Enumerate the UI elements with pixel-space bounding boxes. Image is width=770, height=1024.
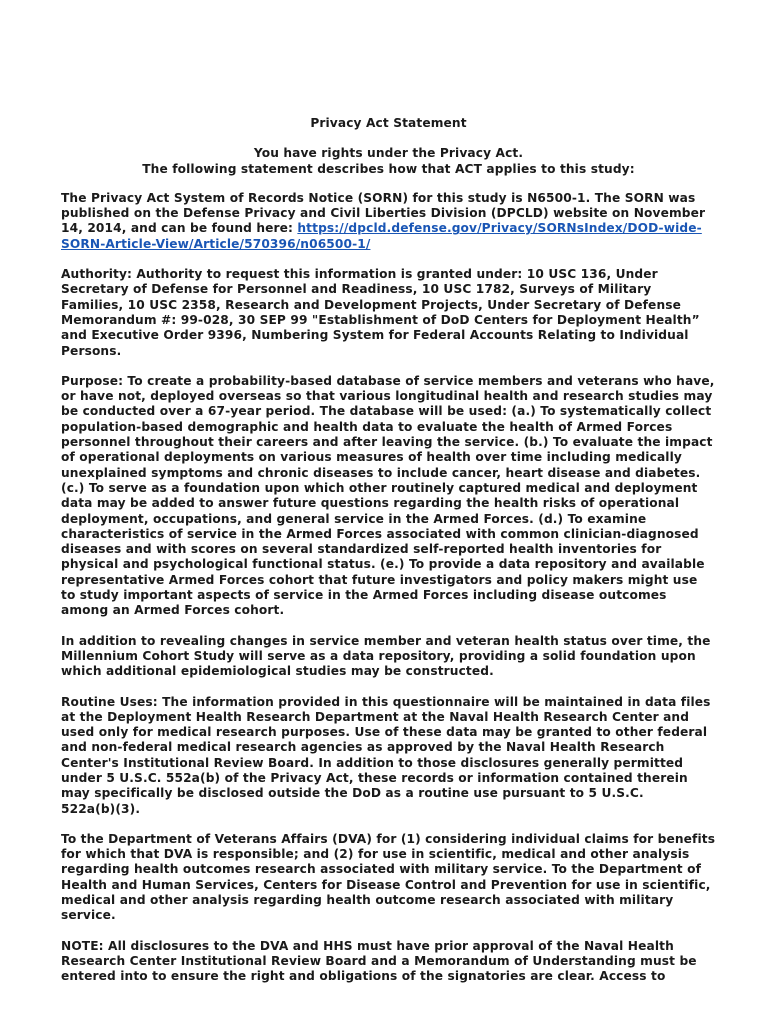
document-page bbox=[61, 116, 716, 1000]
addition-paragraph: In addition to revealing changes in service member and veteran health status over time, the Millennium Cohort Study will serve as a data repository, providing a solid foundation upon which additional epidemiological studies may be constructed. bbox=[61, 633, 711, 679]
routine-uses-text: Routine Uses: The information provided in this questionnaire will be maintained in data files at the Deployment Health Research Department at the Naval Health Research Center and used only for medical research purposes. Use of these data may be granted to other federal and non-federal medical research agencies as approved by the Naval Health Research Center's Institutional Review Board. In addition to those disclosures generally permitted under 5 U.S.C. 552a(b) of the Privacy Act, these records or information contained therein may specifically be disclosed outside the DoD as a routine use pursuant to 5 U.S.C. bbox=[61, 694, 711, 801]
dva-paragraph: To the Department of Veterans Affairs (DVA) for (1) considering individual claims for benefits for which that DVA is responsible; and (2) for use in scientific, medical and other analysis regarding health outcomes research associated with military service. To the Department of Health and Human Services, Centers for Disease Control and Prevention for use in scientific, medical and other analysis regarding health outcome research associated with military service. bbox=[61, 831, 716, 923]
purpose-paragraph: Purpose: To create a probability-based database of service members and veterans who have, or have not, deployed overseas so that various longitudinal health and research studies may be conducted over a 67-year period. The database will be used: (a.) To systematically collect population-based demographic and health data to evaluate the health of Armed Forces personnel throughout their careers and after leaving the service. (b.) To evaluate the impact of operational deployments on various measures of health over time including medically unexplained symptoms and chronic diseases to include cancer, heart disease and diabetes. (c.) To serve as a foundation upon which other routinely captured medical and deployment data may be added to answer future questions regarding the health risks of operational deployment, occupations, and general service in the Armed Forces. (d.) To examine characteristics of service in the Armed Forces associated with common clinician-diagnosed diseases and with scores on several standardized self-reported health inventories for physical and psychological functional status. (e.) To provide a data repository and available representative Armed Forces cohort that future investigators and policy makers might use to study important aspects of service in the Armed Forces including disease outcomes among an Armed Forces cohort. bbox=[61, 373, 715, 618]
routine-uses-paragraph bbox=[61, 695, 716, 817]
authority-paragraph: Authority: Authority to request this information is granted under: 10 USC 136, Under Secretary of Defense for Personnel and Readiness, 10 USC 1782, Surveys of Military Families, 10 USC 2358, Research and Development Projects, Under Secretary of Defense Memorandum #: 99-028, 30 SEP 99 "Establishment of DoD Centers for Deployment Health” and Executive Order 9396, Numbering System for Federal Accounts Relating to Individual Persons. bbox=[61, 267, 700, 358]
sorn-paragraph bbox=[61, 191, 716, 252]
sorn-link[interactable]: https://dpcld.defense.gov/Privacy/SORNsIndex/DOD-wide-SORN-Article-View/Article/570396/n06500-1/ bbox=[61, 221, 702, 251]
intro-line-rights: You have rights under the Privacy Act. bbox=[253, 146, 524, 161]
note-paragraph: NOTE: All disclosures to the DVA and HHS must have prior approval of the Naval Health Research Center Institutional Review Board and a Memorandum of Understanding must be entered into to ensure the right and obligations of the signatories are clear. Access to bbox=[61, 938, 697, 984]
sorn-text: The Privacy Act System of Records Notice (SORN) for this study is N6500-1. The SORN was published on the Defense Privacy and Civil Liberties Division (DPCLD) website on November 14, 2014, and can be found here: bbox=[61, 190, 706, 236]
document-title: Privacy Act Statement bbox=[310, 116, 467, 130]
intro-line-statement: The following statement describes how that ACT applies to this study: bbox=[142, 161, 635, 176]
intro-block bbox=[61, 146, 716, 177]
routine-uses-citation: 522a(b)(3). bbox=[61, 801, 141, 816]
